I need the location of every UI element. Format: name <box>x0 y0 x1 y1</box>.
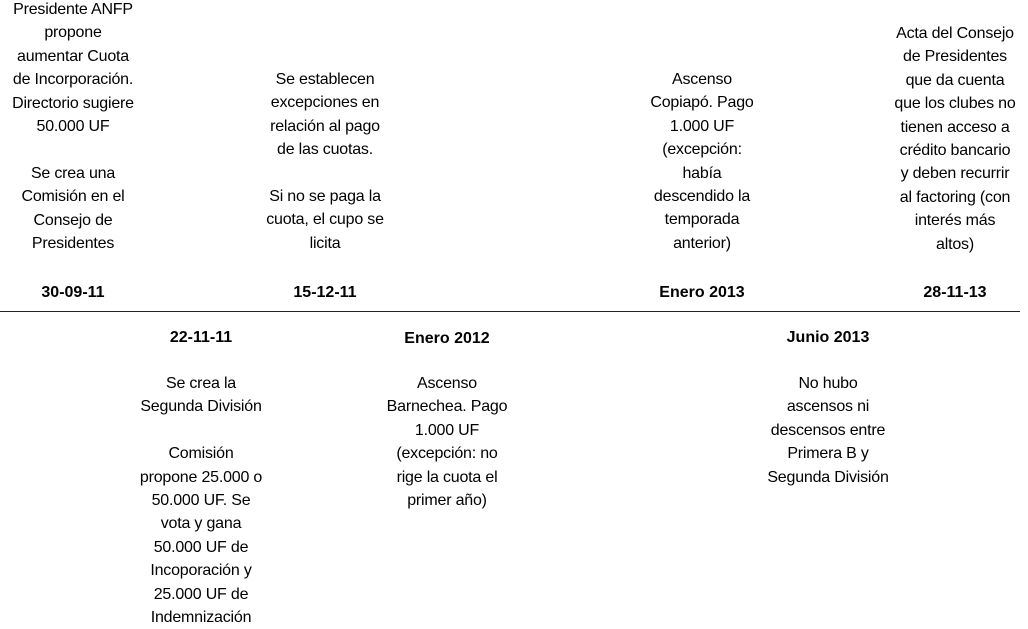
event-text-line: 50.000 UF. Se <box>151 492 251 510</box>
event-text-line: relación al pago <box>270 117 380 135</box>
event-text-line: Comisión <box>168 445 234 463</box>
event-text-line: que da cuenta <box>905 71 1005 89</box>
event-text-line: que los clubes no <box>894 95 1016 113</box>
event-text-line: No hubo <box>798 375 858 392</box>
event-date-22-11-11: 22-11-11 <box>169 329 233 346</box>
event-text-line: 1.000 UF <box>414 421 480 439</box>
event-text-line: Se establecen <box>275 71 375 88</box>
event-text-line: Copiapó. Pago <box>650 94 754 112</box>
event-text-line: temporada <box>664 211 740 229</box>
event-text-line: Ascenso <box>417 375 477 392</box>
event-text-line: 1.000 UF <box>669 117 735 135</box>
event-text-line: Consejo de <box>33 211 113 229</box>
event-text-line: (excepción: no <box>396 445 498 463</box>
event-date-28-11-13: 28-11-13 <box>923 284 987 301</box>
event-text-line: cuota, el cupo se <box>266 211 384 229</box>
event-text-line: Incoporación y <box>150 562 252 580</box>
event-text-line: vota y gana <box>160 515 242 533</box>
paragraph-gap <box>0 138 148 161</box>
event-text-line: rige la cuota el <box>396 468 498 486</box>
event-text-line: ascensos ni <box>786 398 870 416</box>
event-text-line: Directorio sugiere <box>12 94 134 112</box>
event-text-line: interés más <box>914 212 996 230</box>
event-text-30-09-11 <box>0 0 148 255</box>
event-text-enero-2013 <box>627 68 777 255</box>
event-text-line: al factoring (con <box>899 188 1011 206</box>
event-text-line: Presidente ANFP <box>13 1 133 18</box>
event-text-line: altos) <box>936 235 974 253</box>
event-text-line: 25.000 UF de <box>153 585 249 603</box>
event-text-line: propone <box>44 24 102 42</box>
event-date-junio-2013: Junio 2013 <box>786 329 870 346</box>
event-text-line: aumentar Cuota <box>17 47 129 65</box>
timeline-axis <box>0 311 1020 312</box>
paragraph-gap <box>126 419 276 442</box>
event-text-line: Comisión en el <box>21 188 125 206</box>
event-text-28-11-13 <box>880 22 1028 256</box>
event-text-line: propone 25.000 o <box>139 468 263 486</box>
event-text-junio-2013 <box>753 372 903 489</box>
event-text-line: Segunda División <box>140 398 262 416</box>
event-text-22-11-11 <box>126 372 276 629</box>
event-text-line: Indemnización <box>150 609 252 627</box>
event-text-line: Acta del Consejo <box>896 25 1014 42</box>
event-text-line: y deben recurrir <box>900 165 1010 183</box>
event-text-line: descendido la <box>653 188 751 206</box>
event-text-line: de Incorporación. <box>12 71 134 89</box>
event-text-enero-2012 <box>372 372 522 512</box>
event-text-line: licita <box>309 234 341 252</box>
event-text-line: Barnechea. Pago <box>386 398 508 416</box>
event-text-line: anterior) <box>673 234 731 252</box>
event-text-line: Se crea la <box>165 375 237 392</box>
paragraph-gap <box>250 162 400 185</box>
event-text-15-12-11 <box>250 68 400 255</box>
event-text-line: crédito bancario <box>899 142 1011 160</box>
event-text-line: había <box>682 164 722 182</box>
event-date-enero-2012: Enero 2012 <box>404 330 490 347</box>
event-text-line: Se crea una <box>30 164 116 182</box>
event-text-line: Presidentes <box>31 235 115 253</box>
event-text-line: Ascenso <box>672 71 732 88</box>
event-text-line: tienen acceso a <box>900 118 1010 136</box>
event-date-enero-2013: Enero 2013 <box>659 284 745 301</box>
event-text-line: descensos entre <box>770 421 886 439</box>
event-text-line: primer año) <box>407 492 487 510</box>
event-text-line: 50.000 UF <box>36 118 110 136</box>
event-text-line: de Presidentes <box>903 48 1007 66</box>
event-text-line: Segunda División <box>767 468 889 486</box>
event-text-line: excepciones en <box>270 94 380 112</box>
event-text-line: (excepción: <box>662 141 742 159</box>
event-text-line: 50.000 UF de <box>153 538 249 556</box>
event-text-line: de las cuotas. <box>277 141 373 159</box>
event-date-15-12-11: 15-12-11 <box>293 284 357 301</box>
event-date-30-09-11: 30-09-11 <box>41 284 105 301</box>
event-text-line: Primera B y <box>787 445 869 463</box>
event-text-line: Si no se paga la <box>269 188 381 206</box>
